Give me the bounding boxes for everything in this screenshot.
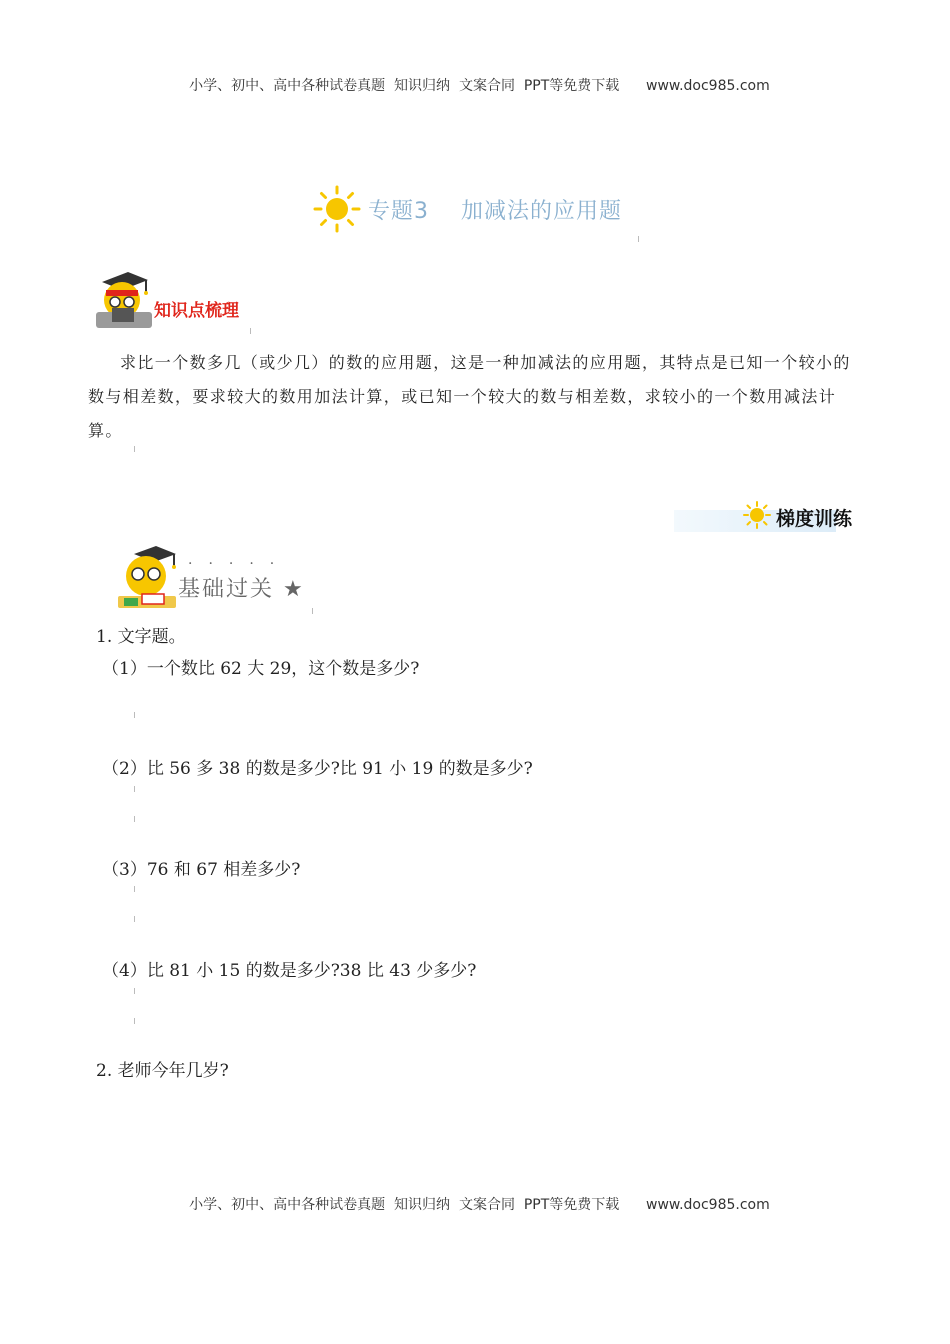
layout-mark (134, 988, 135, 994)
basic-level-text: 基础过关 (178, 577, 275, 602)
question-1-4: （4）比 81 小 15 的数是多少?38 比 43 少多少? (102, 961, 477, 981)
layout-mark (638, 236, 639, 242)
layout-mark (134, 786, 135, 792)
question-1: 1. 文字题。 (96, 627, 186, 647)
question-1-2: （2）比 56 多 38 的数是多少?比 91 小 19 的数是多少? (102, 759, 533, 779)
knowledge-text: 求比一个数多几（或少几）的数的应用题，这是一种加减法的应用题，其特点是已知一个较小的数与相差数，要求较大的数用加法计算，或已知一个较大的数与相差数，求较小的一个数用减法计算。 (88, 353, 851, 440)
title-text: 专题3 加减法的应用题 (368, 198, 622, 224)
gradient-training-label: 梯度训练 (776, 508, 853, 530)
layout-mark (134, 1018, 135, 1024)
question-1-3: （3）76 和 67 相差多少? (102, 860, 301, 880)
mascot-reading-icon (116, 544, 182, 612)
star-icon: ★ (283, 577, 305, 602)
knowledge-paragraph (88, 346, 866, 448)
knowledge-label: 知识点梳理 (154, 301, 239, 321)
header-text: 小学、初中、高中各种试卷真题 知识归纳 文案合同 PPT等免费下载 (189, 78, 620, 94)
layout-mark (134, 712, 135, 718)
question-2: 2. 老师今年几岁? (96, 1061, 229, 1081)
layout-mark (312, 608, 313, 614)
footer-text: 小学、初中、高中各种试卷真题 知识归纳 文案合同 PPT等免费下载 (189, 1197, 620, 1213)
layout-mark (134, 916, 135, 922)
layout-mark (134, 446, 135, 452)
sun-icon (742, 500, 772, 530)
mascot-computer-icon (92, 268, 154, 332)
layout-mark (134, 816, 135, 822)
page-title (312, 184, 622, 234)
basic-dots: ····· (188, 556, 291, 572)
header-site: www.doc985.com (646, 78, 770, 94)
page-header (0, 59, 950, 95)
sun-icon (312, 184, 362, 234)
footer-site: www.doc985.com (646, 1197, 770, 1213)
layout-mark (250, 328, 251, 334)
question-1-1: （1）一个数比 62 大 29，这个数是多少? (102, 659, 420, 679)
page-footer (0, 1178, 950, 1214)
basic-level-label (178, 572, 305, 603)
layout-mark (134, 886, 135, 892)
